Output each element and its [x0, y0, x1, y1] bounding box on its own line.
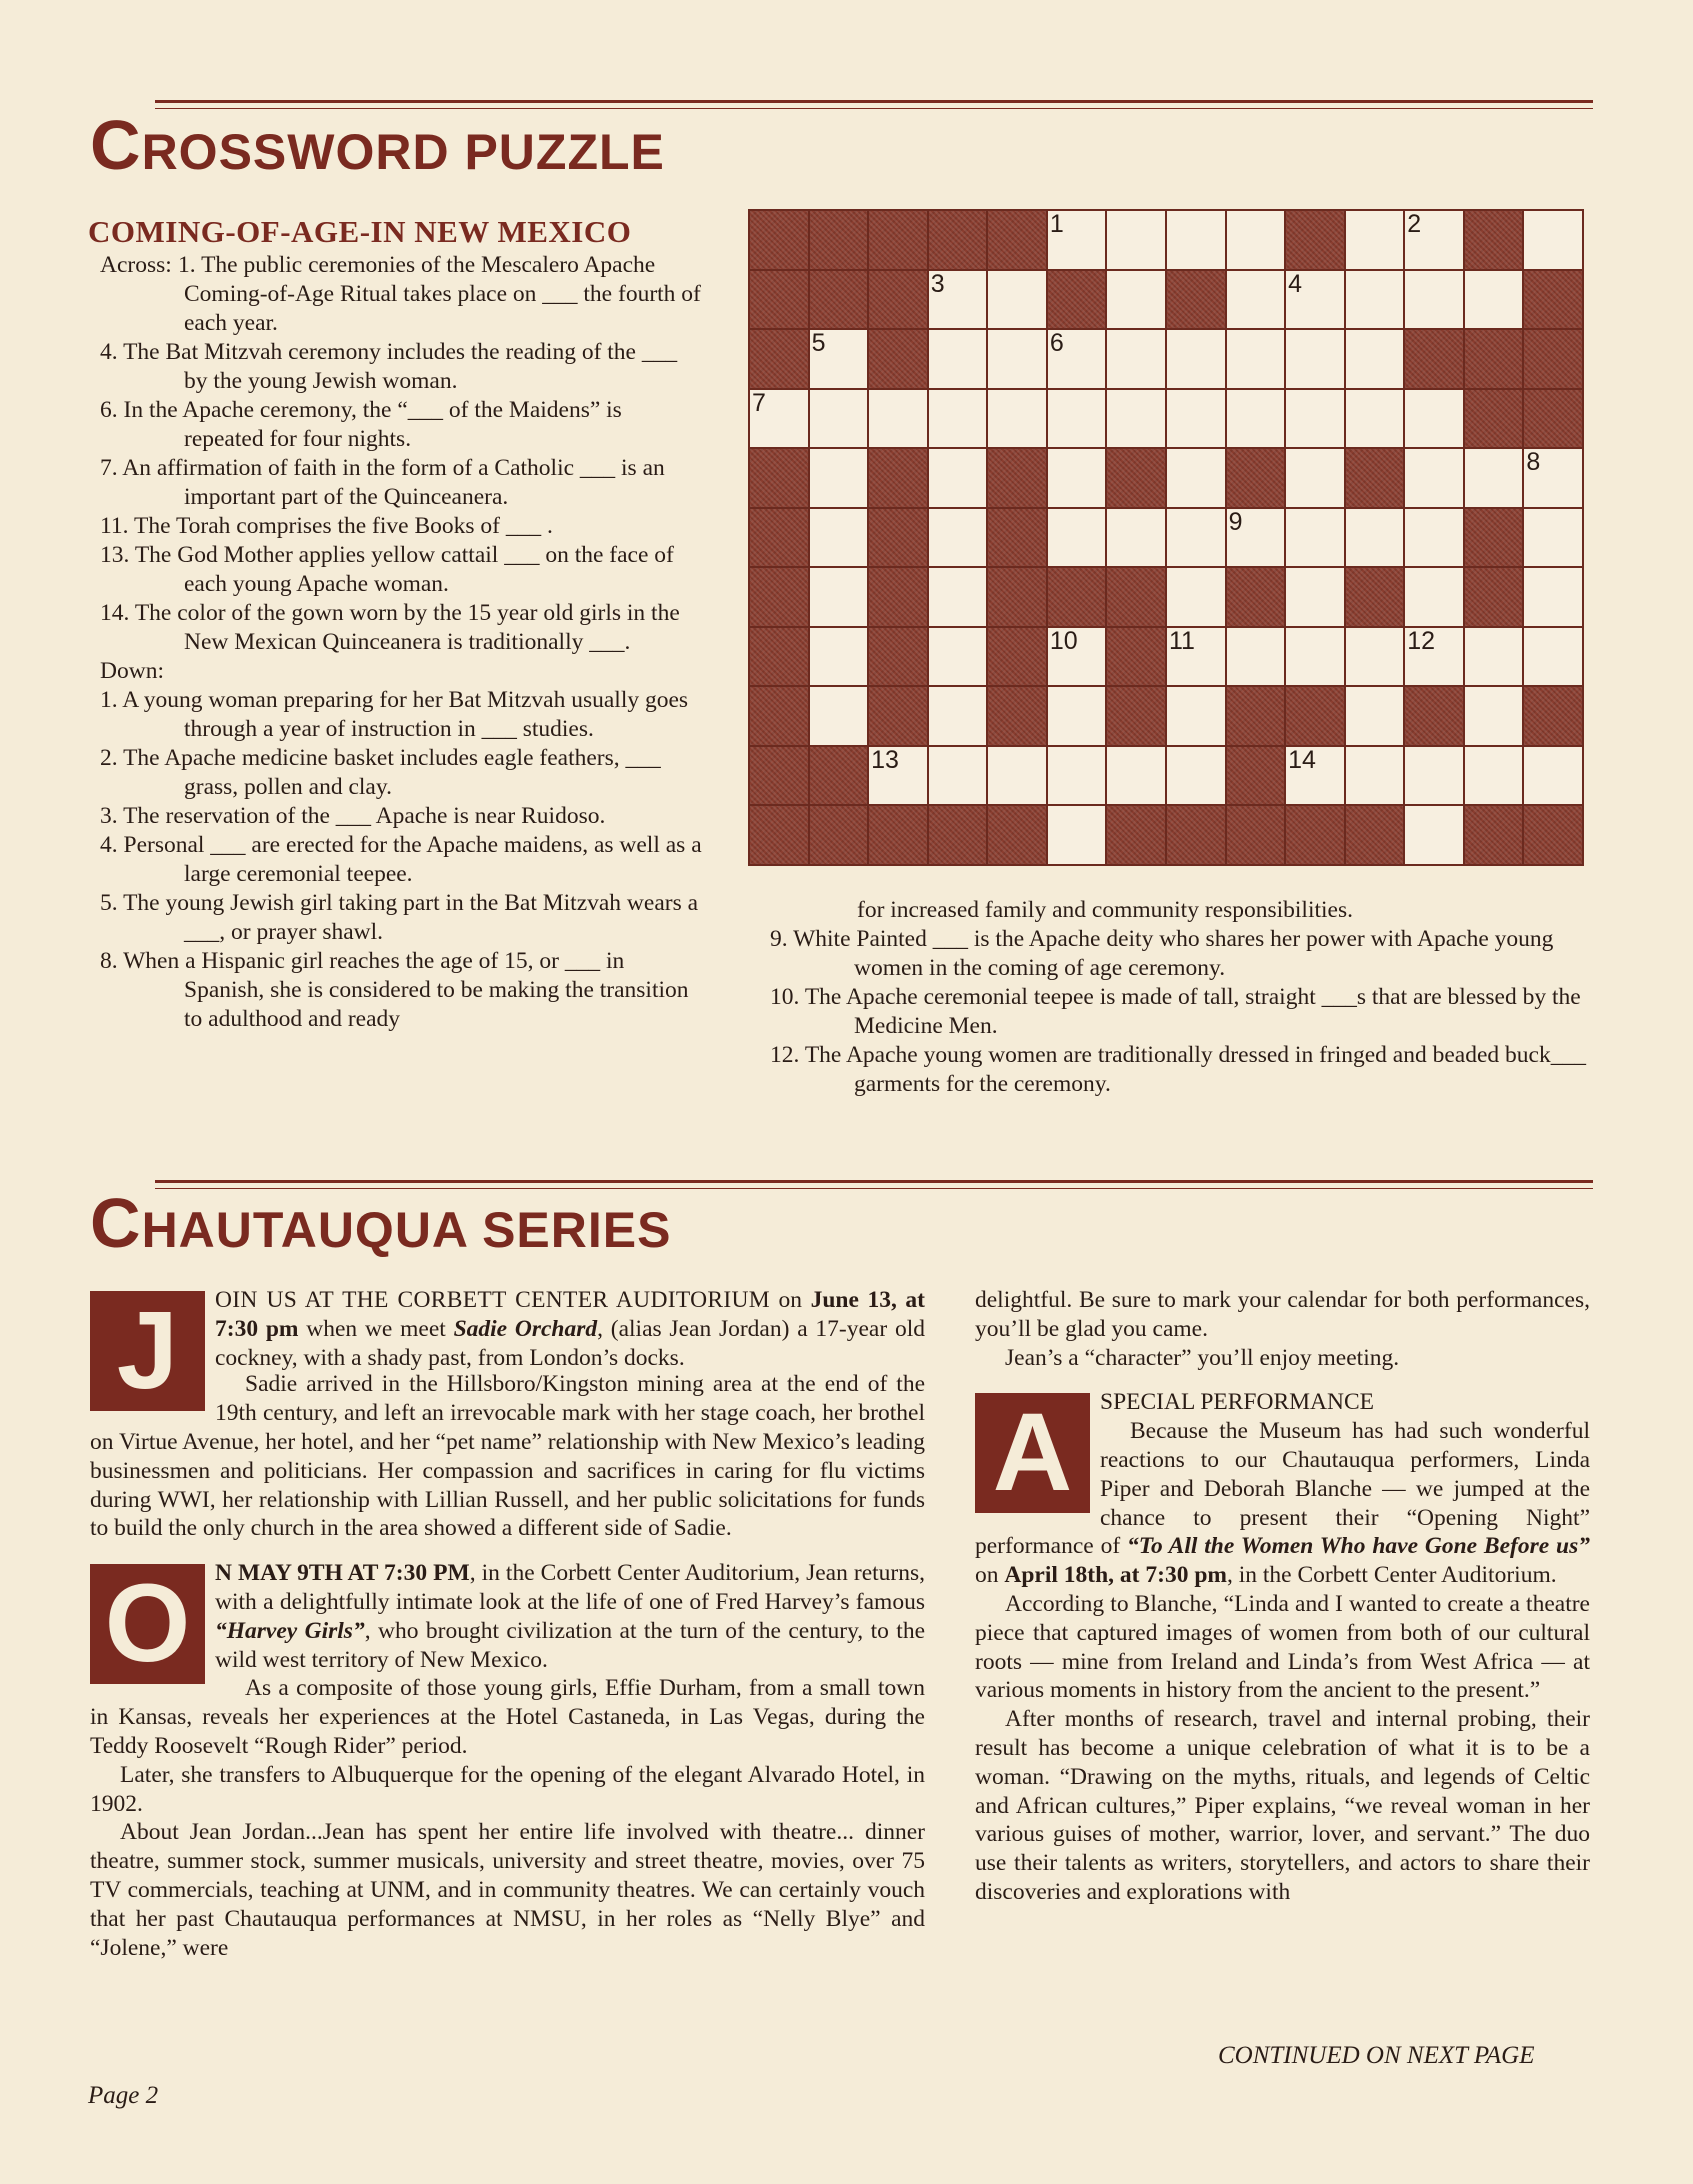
grid-cell-black	[1524, 271, 1582, 329]
grid-cell	[1286, 449, 1344, 507]
grid-cell	[1167, 568, 1225, 626]
across-clue	[100, 251, 705, 338]
grid-cell	[810, 568, 868, 626]
grid-cell	[1286, 628, 1344, 686]
grid-cell	[1286, 747, 1344, 805]
grid-cell	[1346, 687, 1404, 745]
grid-cell	[929, 747, 987, 805]
grid-cell-black	[988, 211, 1046, 269]
down-clue	[100, 889, 705, 947]
grid-cell	[869, 390, 927, 448]
grid-cell	[929, 390, 987, 448]
down-clue	[100, 802, 705, 831]
grid-cell-black	[1107, 687, 1165, 745]
clue-text: The Apache young women are traditionally dressed in fringed and beaded buck___ garments for the ceremony.	[804, 1042, 1586, 1097]
down-clue	[770, 925, 1600, 983]
grid-cell	[810, 390, 868, 448]
grid-cell	[1107, 747, 1165, 805]
grid-cell	[1524, 568, 1582, 626]
grid-cell	[1048, 390, 1106, 448]
grid-cell	[1048, 449, 1106, 507]
grid-cell-black	[1167, 271, 1225, 329]
paragraph-6: About Jean Jordan...Jean has spent her entire life involved with theatre... dinner theatre, summer stock, summer musicals, university and street theatre, movies, over 75 TV commercials, teaching at UNM, and in community theatres. We can certainly vouch that her past Chautauqua performances at NMSU, in her roles as “Nelly Blye” and “Jolene,” were	[90, 1819, 925, 1961]
down-clues-right	[770, 925, 1600, 1099]
clue-text: In the Apache ceremony, the “___ of the Maidens” is repeated for four nights.	[123, 397, 622, 452]
grid-cell-black	[810, 211, 868, 269]
clue-number-label: 2	[1407, 210, 1422, 238]
grid-cell-black	[988, 568, 1046, 626]
grid-cell	[1465, 628, 1523, 686]
down-clue	[770, 983, 1600, 1041]
grid-cell	[1405, 271, 1463, 329]
dropcap-j: J	[90, 1291, 205, 1411]
down-clue	[100, 947, 705, 1034]
grid-cell	[1227, 330, 1285, 388]
grid-cell	[1346, 509, 1404, 567]
grid-cell	[988, 390, 1046, 448]
grid-cell	[810, 628, 868, 686]
grid-cell	[1048, 211, 1106, 269]
continued-note: CONTINUED ON NEXT PAGE	[1218, 2042, 1535, 2069]
grid-cell	[1167, 509, 1225, 567]
clue-number: 7.	[100, 455, 123, 481]
grid-cell	[1524, 628, 1582, 686]
grid-cell	[1465, 747, 1523, 805]
right-paragraph-2: Jean’s a “character” you’ll enjoy meeting.	[1005, 1344, 1400, 1371]
across-clue	[100, 396, 705, 454]
clue-number-label: 10	[1049, 626, 1078, 655]
grid-cell	[1524, 211, 1582, 269]
paragraph-3: O N MAY 9TH AT 7:30 PM, in the Corbett Center Auditorium, Jean returns, with a delightfully intimate look at the life of one of Fred Harvey’s famous “Harvey Girls”, who brought civilization at the turn of the century, to the wild west territory of New Mexico.	[90, 1559, 925, 1674]
grid-cell-black	[869, 509, 927, 567]
grid-cell	[1167, 390, 1225, 448]
grid-cell	[1346, 747, 1404, 805]
clue-number-label: 8	[1526, 448, 1541, 477]
grid-cell-black	[988, 509, 1046, 567]
grid-cell-black	[1524, 687, 1582, 745]
grid-cell-black	[750, 509, 808, 567]
grid-cell-black	[869, 271, 927, 329]
grid-cell-black	[1346, 806, 1404, 864]
grid-cell	[869, 747, 927, 805]
grid-cell-black	[750, 271, 808, 329]
grid-cell	[1227, 390, 1285, 448]
grid-cell	[1107, 330, 1165, 388]
grid-cell	[1346, 271, 1404, 329]
clue-text: The Apache medicine basket includes eagle feathers, ___ grass, pollen and clay.	[123, 745, 661, 800]
clue-number: 12.	[770, 1042, 805, 1068]
grid-cell	[1048, 687, 1106, 745]
grid-cell-black	[1107, 806, 1165, 864]
grid-cell-black	[988, 628, 1046, 686]
grid-cell-black	[1465, 330, 1523, 388]
grid-cell-black	[869, 687, 927, 745]
grid-cell	[1405, 628, 1463, 686]
grid-cell-black	[869, 568, 927, 626]
grid-cell-black	[1405, 330, 1463, 388]
grid-cell	[1405, 806, 1463, 864]
clue-number: 9.	[770, 926, 794, 952]
grid-cell	[1286, 568, 1344, 626]
across-clue	[100, 512, 705, 541]
grid-cell	[929, 330, 987, 388]
grid-cell-black	[810, 747, 868, 805]
grid-cell	[1048, 330, 1106, 388]
grid-cell	[1286, 330, 1344, 388]
grid-cell-black	[988, 687, 1046, 745]
down-clue	[100, 744, 705, 802]
across-clue	[100, 599, 705, 657]
clue-number: 11.	[100, 513, 134, 539]
clue-text: The color of the gown worn by the 15 year old girls in the New Mexican Quinceanera is traditionally ___.	[134, 600, 680, 655]
clue-number-label: 1	[1049, 210, 1064, 238]
grid-cell-black	[1405, 687, 1463, 745]
grid-cell	[1167, 449, 1225, 507]
chautauqua-right-column	[975, 1286, 1590, 1907]
grid-cell	[750, 390, 808, 448]
clue-text: The reservation of the ___ Apache is near Ruidoso.	[123, 803, 606, 829]
grid-cell-black	[750, 449, 808, 507]
grid-cell-black	[988, 449, 1046, 507]
grid-cell-black	[1465, 806, 1523, 864]
grid-cell	[810, 449, 868, 507]
grid-cell-black	[869, 211, 927, 269]
right-paragraph-5: After months of research, travel and internal probing, their result has become a unique celebration of what it is to be a woman. “Drawing on the myths, rituals, and legends of Celtic and African cultures,” Piper explains, “we reveal woman in her various guises of mother, warrior, lover, and servant.” The duo use their talents as writers, storytellers, and actors to share their discoveries and explorations with	[975, 1706, 1590, 1905]
grid-cell	[1227, 271, 1285, 329]
grid-cell	[1048, 806, 1106, 864]
clue-number: 4.	[100, 339, 124, 365]
grid-cell-black	[1227, 568, 1285, 626]
clue-number-label: 7	[752, 388, 766, 417]
grid-cell	[1346, 628, 1404, 686]
grid-cell	[1167, 330, 1225, 388]
grid-cell-black	[1227, 806, 1285, 864]
grid-cell	[810, 330, 868, 388]
grid-cell	[1048, 747, 1106, 805]
paragraph-5: Later, she transfers to Albuquerque for the opening of the elegant Alvarado Hotel, in 1902.	[90, 1761, 925, 1817]
crossword-grid	[748, 209, 1584, 866]
grid-cell	[1167, 747, 1225, 805]
grid-cell	[1346, 330, 1404, 388]
grid-cell	[1227, 628, 1285, 686]
clue-number-label: 12	[1407, 626, 1436, 655]
across-clue	[100, 541, 705, 599]
grid-cell	[1167, 687, 1225, 745]
grid-cell	[1167, 211, 1225, 269]
clue-text: White Painted ___ is the Apache deity who shares her power with Apache young women in the coming of age ceremony.	[793, 926, 1554, 981]
clue-number: 1.	[178, 252, 202, 278]
clue-number: 4.	[100, 832, 124, 858]
grid-cell	[810, 509, 868, 567]
grid-cell-black	[1167, 806, 1225, 864]
grid-cell-black	[869, 628, 927, 686]
grid-cell-black	[1524, 330, 1582, 388]
grid-cell-black	[1227, 449, 1285, 507]
grid-cell	[1286, 271, 1344, 329]
across-clue	[100, 454, 705, 512]
grid-cell	[1167, 628, 1225, 686]
grid-cell	[1465, 687, 1523, 745]
grid-cell	[1524, 449, 1582, 507]
clue-text: The God Mother applies yellow cattail ___ on the face of each young Apache woman.	[134, 542, 674, 597]
down-clue	[100, 686, 705, 744]
grid-cell	[1107, 211, 1165, 269]
clue-number: 5.	[100, 890, 124, 916]
grid-cell-black	[750, 330, 808, 388]
clue-number-label: 3	[930, 269, 945, 298]
grid-cell-black	[1048, 271, 1106, 329]
grid-cell-black	[869, 330, 927, 388]
grid-cell-black	[750, 568, 808, 626]
clue-number: 1.	[100, 687, 123, 713]
clue-number-label: 6	[1049, 329, 1064, 358]
grid-cell	[1107, 509, 1165, 567]
clue-number: 2.	[100, 745, 124, 771]
grid-cell-black	[929, 806, 987, 864]
grid-cell	[1524, 509, 1582, 567]
clue-text: An affirmation of faith in the form of a Catholic ___ is an important part of the Quinceanera.	[122, 455, 665, 510]
grid-cell-black	[750, 806, 808, 864]
grid-cell	[1405, 509, 1463, 567]
clue-number: 8.	[100, 948, 124, 974]
grid-cell-black	[1107, 568, 1165, 626]
grid-cell	[1346, 390, 1404, 448]
grid-cell	[929, 687, 987, 745]
grid-cell-black	[1465, 568, 1523, 626]
grid-cell	[1107, 390, 1165, 448]
chautauqua-title: CHAUTAUQUA SERIES	[90, 1184, 672, 1262]
grid-cell-black	[869, 806, 927, 864]
grid-cell-black	[1465, 211, 1523, 269]
clue-number-label: 14	[1288, 745, 1316, 774]
crossword-subtitle: COMING-OF-AGE-IN NEW MEXICO	[88, 214, 632, 249]
grid-cell-black	[1227, 747, 1285, 805]
clue-text: The Torah comprises the five Books of ___ .	[133, 513, 553, 539]
grid-cell	[1227, 509, 1285, 567]
clues-right	[770, 896, 1600, 1099]
grid-cell-black	[1346, 568, 1404, 626]
grid-cell	[1405, 747, 1463, 805]
grid-cell-black	[810, 271, 868, 329]
grid-cell-black	[750, 211, 808, 269]
grid-cell	[1048, 628, 1106, 686]
clue-text: A young woman preparing for her Bat Mitzvah usually goes through a year of instruction in ___ studies.	[122, 687, 689, 742]
grid-cell-black	[810, 806, 868, 864]
grid-cell	[1465, 449, 1523, 507]
grid-cell-black	[1286, 687, 1344, 745]
grid-cell-black	[1107, 628, 1165, 686]
clue-number-label: 5	[811, 329, 826, 358]
grid-cell	[1286, 509, 1344, 567]
clue-number: 10.	[770, 984, 805, 1010]
clue-text: The public ceremonies of the Mescalero Apache Coming-of-Age Ritual takes place on ___ the fourth of each year.	[184, 252, 701, 336]
clue-number: 6.	[100, 397, 124, 423]
grid-cell-black	[929, 211, 987, 269]
right-paragraph-1: delightful. Be sure to mark your calendar for both performances, you’ll be glad you came.	[975, 1287, 1590, 1342]
grid-cell	[1465, 271, 1523, 329]
grid-cell-black	[1107, 449, 1165, 507]
dropcap-a: A	[975, 1393, 1090, 1513]
grid-cell	[1405, 390, 1463, 448]
chautauqua-left-column	[90, 1286, 925, 1962]
clue-text: When a Hispanic girl reaches the age of 15, or ___ in Spanish, she is considered to be making the transition to adulthood and ready	[123, 948, 689, 1032]
grid-cell-black	[869, 449, 927, 507]
clues-left	[100, 251, 705, 1034]
clue-number-label: 4	[1288, 269, 1303, 298]
grid-cell	[1286, 390, 1344, 448]
grid-cell	[988, 330, 1046, 388]
paragraph-1: J OIN US AT THE CORBETT CENTER AUDITORIUM on June 13, at 7:30 pm when we meet Sadie Orchard, (alias Jean Jordan) a 17-year old cockney, with a shady past, from London’s docks.	[90, 1286, 925, 1372]
paragraph-2: Sadie arrived in the Hillsboro/Kingston mining area at the end of the 19th century, and left an irrevocable mark with her stage coach, her brothel on Virtue Avenue, her hotel, and her “pet name” relationship with New Mexico’s leading businessmen and politicians. Her compassion and sacrifices in caring for flu victims during WWI, her relationship with Lillian Russell, and her public solicitations for funds to build the only church in the area showed a different side of Sadie.	[90, 1371, 925, 1542]
grid-cell	[1107, 271, 1165, 329]
grid-cell	[929, 568, 987, 626]
clue-text: The young Jewish girl taking part in the Bat Mitzvah wears a ___, or prayer shawl.	[123, 890, 699, 945]
grid-cell-black	[750, 628, 808, 686]
right-paragraph-4: According to Blanche, “Linda and I wanted to create a theatre piece that captured images of women from both of our cultural roots — mine from Ireland and Linda’s from West Africa — at various moments in history from the ancient to the present.”	[975, 1590, 1590, 1704]
grid-cell-black	[750, 747, 808, 805]
dropcap-o: O	[90, 1564, 205, 1684]
grid-cell-black	[988, 806, 1046, 864]
grid-cell-black	[1286, 211, 1344, 269]
clue-8-continued: for increased family and community responsibilities.	[857, 897, 1353, 923]
grid-cell	[1405, 568, 1463, 626]
across-label: Across:	[100, 252, 172, 278]
grid-cell	[1048, 509, 1106, 567]
grid-cell-black	[1286, 806, 1344, 864]
down-clue	[100, 831, 705, 889]
across-clues	[100, 251, 705, 657]
clue-text: Personal ___ are erected for the Apache maidens, as well as a large ceremonial teepee.	[123, 832, 702, 887]
grid-cell	[1227, 211, 1285, 269]
clue-number-label: 13	[871, 745, 899, 774]
grid-cell	[929, 271, 987, 329]
down-clues-left	[100, 686, 705, 1034]
crossword-title: CROSSWORD PUZZLE	[90, 106, 665, 184]
clue-number: 13.	[100, 542, 135, 568]
page-number: Page 2	[88, 2082, 159, 2109]
grid-cell-black	[1465, 390, 1523, 448]
grid-cell	[1524, 747, 1582, 805]
grid-cell-black	[750, 687, 808, 745]
grid-cell	[1346, 211, 1404, 269]
clue-number-label: 9	[1228, 507, 1243, 536]
across-clue	[100, 338, 705, 396]
grid-cell-black	[1227, 687, 1285, 745]
grid-cell-black	[1048, 568, 1106, 626]
clue-number-label: 11	[1169, 626, 1195, 655]
down-clue	[770, 1041, 1600, 1099]
clue-text: The Bat Mitzvah ceremony includes the reading of the ___ by the young Jewish woman.	[123, 339, 678, 394]
grid-cell	[988, 747, 1046, 805]
grid-cell	[929, 449, 987, 507]
grid-cell-black	[1346, 449, 1404, 507]
grid-cell	[929, 509, 987, 567]
grid-cell-black	[1524, 390, 1582, 448]
clue-text: The Apache ceremonial teepee is made of tall, straight ___s that are blessed by the Medicine Men.	[804, 984, 1581, 1039]
paragraph-4: As a composite of those young girls, Effie Durham, from a small town in Kansas, reveals her experiences at the Hotel Castaneda, in Las Vegas, during the Teddy Roosevelt “Rough Rider” period.	[90, 1675, 925, 1759]
clue-number: 14.	[100, 600, 135, 626]
grid-cell	[1405, 211, 1463, 269]
right-paragraph-3: A SPECIAL PERFORMANCE Because the Museum has had such wonderful reactions to our Chautauqua performers, Linda Piper and Deborah Blanche — we jumped at the chance to present their “Opening Night” performance of “To All the Women Who have Gone Before us” on April 18th, at 7:30 pm, in the Corbett Center Auditorium.	[975, 1389, 1590, 1589]
grid-cell-black	[1465, 509, 1523, 567]
grid-cell	[929, 628, 987, 686]
down-label: Down:	[100, 658, 164, 684]
top-rule	[155, 100, 1593, 103]
clue-number: 3.	[100, 803, 124, 829]
grid-cell	[810, 687, 868, 745]
grid-cell	[1405, 449, 1463, 507]
grid-cell	[988, 271, 1046, 329]
grid-cell-black	[1524, 806, 1582, 864]
